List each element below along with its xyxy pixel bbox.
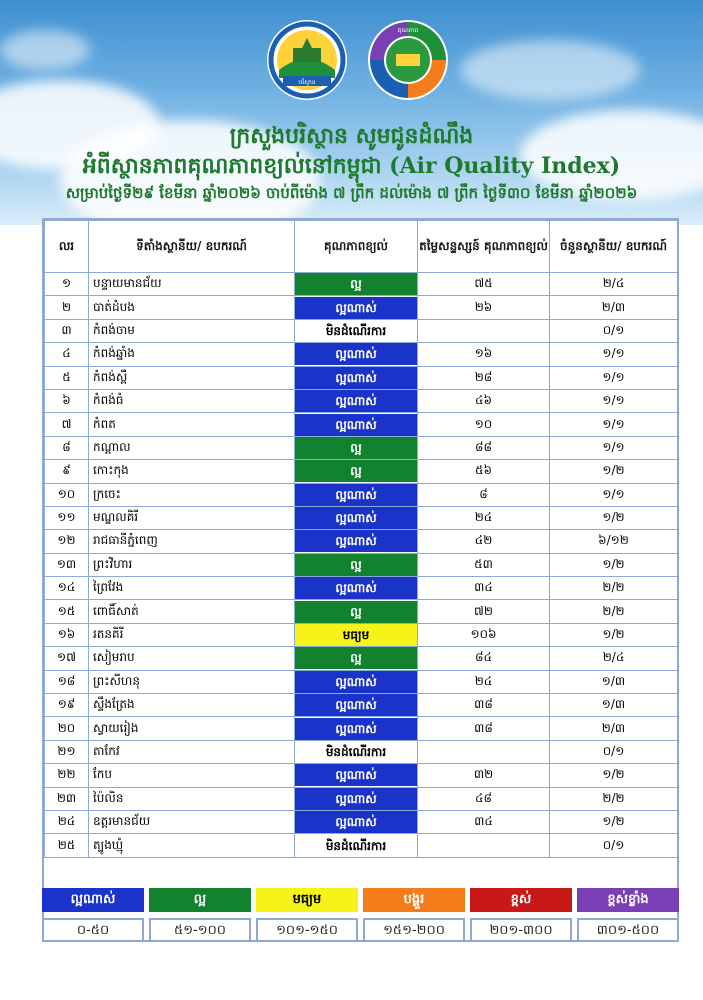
quality-badge: ល្អណាស់ [295,788,417,810]
station-name: សៀមរាប [89,647,295,670]
quality-cell [295,296,418,319]
quality-badge: ល្អ [295,460,417,482]
legend-level-label: ល្អណាស់ [42,888,144,912]
aqi-value: ១៦ [418,343,550,366]
station-count: ២/២ [550,577,678,600]
station-name: កំពង់ឆ្នាំង [89,343,295,366]
quality-badge: ល្អណាស់ [295,811,417,833]
row-number: ២៣ [45,787,89,810]
station-count: ១/២ [550,623,678,646]
station-count: ២/៣ [550,296,678,319]
col-header-quality: គុណភាពខ្យល់ [295,221,418,273]
quality-badge: ល្អ [295,601,417,623]
quality-badge: ល្អណាស់ [295,530,417,552]
quality-badge: មធ្យម [295,624,417,646]
station-count: ១/១ [550,366,678,389]
row-number: ៧ [45,413,89,436]
legend-level-label: មធ្យម [256,888,358,912]
quality-badge: ល្អណាស់ [295,694,417,716]
table-header-row [45,221,678,273]
station-count: ១/១ [550,436,678,459]
station-count: ២/៣ [550,717,678,740]
station-name: មណ្ឌលគិរី [89,506,295,529]
col-header-number: លរ [45,221,89,273]
station-count: ២/២ [550,787,678,810]
row-number: ១១ [45,506,89,529]
row-number: ២១ [45,740,89,763]
quality-badge: ល្អ [295,554,417,576]
row-number: ១២ [45,530,89,553]
table-row [45,694,678,717]
station-count: ១/២ [550,553,678,576]
aqi-value: ៤២ [418,530,550,553]
quality-badge: ល្អ [295,437,417,459]
aqi-value: ៨៤ [418,647,550,670]
row-number: ១៣ [45,553,89,576]
row-number: ១៨ [45,670,89,693]
row-number: ១៤ [45,577,89,600]
air-quality-table [44,220,678,858]
station-count: ១/១ [550,343,678,366]
station-name: កែប [89,764,295,787]
row-number: ១៥ [45,600,89,623]
row-number: ៨ [45,436,89,459]
table-row [45,506,678,529]
station-count: ០/១ [550,740,678,763]
aqi-value: ៧២ [418,600,550,623]
logo-bar [0,18,703,113]
aqi-value: ៣៨ [418,694,550,717]
legend-level-label: ខ្ពស់ [470,888,572,912]
quality-cell [295,366,418,389]
aqi-value: ៣៨ [418,717,550,740]
station-count: ១/១ [550,389,678,412]
quality-badge: មិនដំណើរការ [325,745,387,759]
aqi-value: ៨៨ [418,436,550,459]
quality-cell [295,506,418,529]
row-number: ១ [45,273,89,296]
aqi-value [418,319,550,342]
station-name: កំពង់ធំ [89,389,295,412]
legend-level-label: បង្គួរ [363,888,465,912]
aqi-value: ២៦ [418,296,550,319]
aqi-value: ២៤ [418,670,550,693]
row-number: ២៥ [45,834,89,857]
station-name: ឧត្ដរមានជ័យ [89,810,295,833]
quality-cell [295,647,418,670]
table-row [45,343,678,366]
quality-cell [295,343,418,366]
station-count: ១/៣ [550,670,678,693]
table-row [45,483,678,506]
legend-level-range: ៣០១-៥០០ [577,918,679,942]
row-number: ២២ [45,764,89,787]
quality-badge: ល្អណាស់ [295,718,417,740]
quality-cell [295,319,418,342]
quality-badge: ល្អណាស់ [295,507,417,529]
table-row [45,389,678,412]
row-number: ១៩ [45,694,89,717]
quality-cell [295,764,418,787]
table-row [45,273,678,296]
page-title: អំពីស្ថានភាពគុណភាពខ្យល់នៅកម្ពុជា (Air Quality Index) [82,153,621,179]
col-header-station: ទីតាំងស្ថានីយ/ ឧបករណ៍ [89,221,295,273]
station-name: រាជធានីភ្នំពេញ [89,530,295,553]
quality-badge: ល្អណាស់ [295,764,417,786]
station-count: ២/៤ [550,647,678,670]
aqi-value: ៧៥ [418,273,550,296]
table-row [45,366,678,389]
table-row [45,670,678,693]
quality-cell [295,623,418,646]
station-count: ០/១ [550,319,678,342]
table-row [45,530,678,553]
legend-level-range: ៥១-១០០ [149,918,251,942]
aqi-value: ៤៨ [418,787,550,810]
station-name: កំពត [89,413,295,436]
table-row [45,436,678,459]
quality-cell [295,530,418,553]
ministry-environment-logo [265,18,349,102]
aqi-legend [42,888,679,944]
table-row [45,296,678,319]
aqi-value: ២៤ [418,506,550,529]
quality-badge: ល្អណាស់ [295,414,417,436]
station-name: កំពង់ស្ពឺ [89,366,295,389]
row-number: ១៦ [45,623,89,646]
quality-cell [295,413,418,436]
row-number: ៥ [45,366,89,389]
quality-cell [295,717,418,740]
quality-cell [295,436,418,459]
quality-cell [295,810,418,833]
station-name: កោះកុង [89,460,295,483]
row-number: ៩ [45,460,89,483]
station-count: ១/១ [550,413,678,436]
quality-badge: ល្អណាស់ [295,297,417,319]
table-row [45,717,678,740]
legend-ranges [42,918,679,942]
table-row [45,810,678,833]
station-name: បន្ទាយមានជ័យ [89,273,295,296]
station-name: ព្រះសីហនុ [89,670,295,693]
table-row [45,460,678,483]
aqi-value: ៣៤ [418,577,550,600]
table-row [45,413,678,436]
row-number: ១៧ [45,647,89,670]
quality-cell [295,834,418,857]
date-range: សម្រាប់ថ្ងៃទី២៩ ខែមីនា ឆ្នាំ២០២៦ ចាប់ពីម៉ោង ៧ ព្រឹក ដល់ម៉ោង ៧ ព្រឹក ថ្ងៃទី៣០ ខែមីនា ឆ្នាំ២០២៦ [65,184,638,202]
station-name: ព្រៃវែង [89,577,295,600]
quality-cell [295,787,418,810]
quality-cell [295,483,418,506]
quality-cell [295,273,418,296]
table-row [45,600,678,623]
row-number: ១០ [45,483,89,506]
aqi-value: ៨ [418,483,550,506]
aqi-value: ១០ [418,413,550,436]
quality-cell [295,740,418,763]
table-row [45,740,678,763]
station-name: ព្រះវិហារ [89,553,295,576]
station-count: ១/១ [550,483,678,506]
station-name: ស្ទឹងត្រែង [89,694,295,717]
legend-level-range: ២០១-៣០០ [470,918,572,942]
row-number: ២០ [45,717,89,740]
row-number: ២ [45,296,89,319]
quality-cell [295,389,418,412]
quality-badge: ល្អណាស់ [295,390,417,412]
station-count: ១/២ [550,460,678,483]
col-header-aqi-value: តម្លៃសន្ទស្សន៍ គុណភាពខ្យល់ [418,221,550,273]
table-row [45,834,678,857]
station-name: ត្បូងឃ្មុំ [89,834,295,857]
station-name: ស្វាយរៀង [89,717,295,740]
quality-badge: ល្អណាស់ [295,577,417,599]
quality-badge: ល្អណាស់ [295,671,417,693]
legend-level-label: ល្អ [149,888,251,912]
station-name: ប៉ៃលិន [89,787,295,810]
station-name: រតនគិរី [89,623,295,646]
aqi-value: ៤៦ [418,389,550,412]
table-row [45,553,678,576]
col-header-station-count: ចំនួនស្ថានីយ/ ឧបករណ៍ [550,221,678,273]
aqi-value: ២៨ [418,366,550,389]
station-count: ១/២ [550,764,678,787]
quality-cell [295,553,418,576]
quality-cell [295,670,418,693]
table-row [45,787,678,810]
ministry-announcement: ក្រសួងបរិស្ថាន សូមជូនដំណឹង [229,123,474,149]
station-count: ២/២ [550,600,678,623]
aqi-value: ៣២ [418,764,550,787]
station-count: ១/៣ [550,694,678,717]
legend-level-label: ខ្ពស់ខ្លាំង [577,888,679,912]
station-name: ក្រចេះ [89,483,295,506]
station-name: តាកែវ [89,740,295,763]
legend-level-range: ១០១-១៥០ [256,918,358,942]
table-body [45,273,678,858]
station-name: កំពង់ចាម [89,319,295,342]
quality-cell [295,694,418,717]
table-row [45,647,678,670]
air-quality-logo [366,18,450,102]
legend-level-range: ០-៥០ [42,918,144,942]
station-name: បាត់ដំបង [89,296,295,319]
quality-badge: ល្អណាស់ [295,484,417,506]
quality-badge: ល្អណាស់ [295,367,417,389]
quality-badge: ល្អ [295,647,417,669]
quality-cell [295,577,418,600]
row-number: ២៤ [45,810,89,833]
quality-cell [295,460,418,483]
legend-level-range: ១៥១-២០០ [363,918,465,942]
aqi-value: ៥៦ [418,460,550,483]
row-number: ៤ [45,343,89,366]
logo-caption-left: បរិស្ថាន [298,79,316,86]
station-name: ពោធិ៍សាត់ [89,600,295,623]
table-row [45,764,678,787]
air-quality-panel [42,218,679,942]
quality-badge: មិនដំណើរការ [325,838,387,853]
station-count: ៦/១២ [550,530,678,553]
quality-cell [295,600,418,623]
quality-badge: ល្អណាស់ [295,343,417,365]
logo-caption-right: គុណភាព [397,27,419,34]
station-count: ១/២ [550,810,678,833]
aqi-value: ៥៣ [418,553,550,576]
quality-badge: មិនដំណើរការ [325,323,387,338]
station-count: ០/១ [550,834,678,857]
aqi-value [418,740,550,763]
aqi-value: ៣៤ [418,810,550,833]
table-row [45,319,678,342]
legend-labels [42,888,679,912]
table-row [45,577,678,600]
quality-badge: ល្អ [295,273,417,295]
aqi-value [418,834,550,857]
row-number: ៦ [45,389,89,412]
aqi-value: ១០៦ [418,623,550,646]
station-name: កណ្ដាល [89,436,295,459]
station-count: ២/៤ [550,273,678,296]
row-number: ៣ [45,319,89,342]
station-count: ១/២ [550,506,678,529]
table-row [45,623,678,646]
